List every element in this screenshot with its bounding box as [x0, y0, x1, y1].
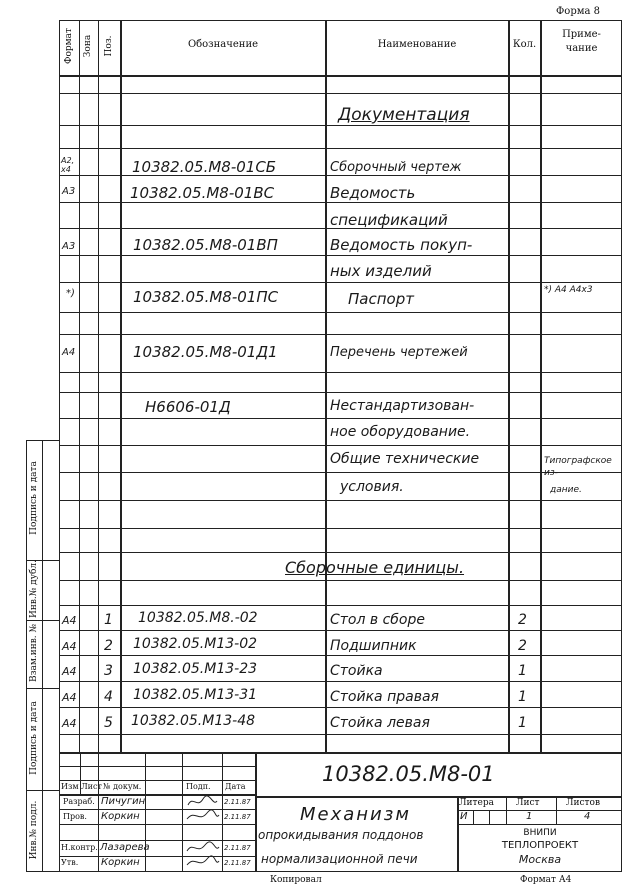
- row-format: А4: [62, 717, 77, 730]
- tb-date-utv: 2.11.87: [224, 859, 251, 867]
- side-inv-dubl: Инв.№ дубл.: [29, 560, 39, 618]
- row-name: Сборочный чертеж: [330, 160, 462, 175]
- row-separator: [59, 418, 622, 419]
- signature-marks: [183, 795, 223, 871]
- row-format: А4: [62, 665, 77, 678]
- row-note: Типографское из-: [544, 456, 612, 478]
- row-separator: [59, 472, 622, 473]
- row-qty: 2: [518, 638, 527, 654]
- tb-col-izm: Изм: [61, 782, 79, 791]
- row-separator: [59, 202, 622, 203]
- row-name: Ведомость: [330, 184, 416, 202]
- copied-label: Копировал: [270, 875, 322, 885]
- row-pos: 2: [104, 638, 113, 654]
- row-name: Подшипник: [330, 638, 417, 654]
- tb-title-line3: нормализационной печи: [261, 852, 418, 866]
- row-separator: [59, 734, 622, 735]
- tb-litera-value: И: [460, 811, 468, 822]
- row-name: спецификаций: [330, 211, 448, 229]
- tb-org-line3: Москва: [518, 853, 562, 866]
- row-designation: 10382.05.М8-01ВП: [133, 236, 278, 254]
- header-note-1: Приме-: [562, 29, 601, 40]
- tb-litera-label: Литера: [459, 798, 494, 808]
- row-note: *) А4 А4х3: [544, 285, 593, 295]
- row-separator: [59, 630, 622, 631]
- tb-name-nkontr: Лазарева: [100, 842, 150, 853]
- row-designation: Н6606-01Д: [145, 398, 231, 416]
- tb-name-utv: Коркин: [101, 857, 140, 868]
- tb-name-prov: Коркин: [101, 811, 140, 822]
- row-designation: 10382.05.М8-01ПС: [133, 288, 279, 306]
- row-format: А4: [62, 614, 77, 627]
- row-designation: 10382.05.М13-02: [133, 636, 258, 652]
- tb-role-utv: Утв.: [61, 858, 79, 867]
- row-separator: [59, 580, 622, 581]
- tb-role-razrab: Разраб.: [63, 797, 95, 806]
- row-separator: [59, 312, 622, 313]
- tb-col-date: Дата: [225, 782, 246, 791]
- side-sign-date-2: Подпись и дата: [29, 701, 39, 775]
- row-format: А3: [62, 241, 76, 252]
- row-separator: [59, 605, 622, 606]
- row-separator: [59, 392, 622, 393]
- row-pos: 5: [104, 715, 113, 731]
- tb-sheet-label: Лист: [516, 798, 540, 808]
- tb-doc-number: 10382.05.М8-01: [322, 762, 495, 786]
- row-name: Общие технические: [330, 451, 480, 467]
- tb-sheets-value: 4: [584, 811, 591, 822]
- row-designation: 10382.05.М8-01ВС: [130, 184, 275, 202]
- tb-date-razrab: 2.11.87: [224, 798, 251, 806]
- section-assembly-units: Сборочные единицы.: [285, 558, 465, 577]
- side-inv-podl: Инв.№ подл.: [29, 800, 39, 860]
- row-format: А4: [62, 691, 77, 704]
- tb-org-line1: ВНИПИ: [523, 828, 557, 838]
- row-name: ных изделий: [330, 262, 432, 280]
- row-name: ное оборудование.: [330, 424, 471, 440]
- row-name: Нестандартизован-: [330, 398, 475, 414]
- row-designation: 10382.05.М13-48: [131, 713, 256, 729]
- row-designation: 10382.05.М13-23: [133, 661, 258, 677]
- row-note: дание.: [550, 485, 582, 495]
- row-separator: [59, 372, 622, 373]
- header-pos: Поз.: [104, 35, 114, 57]
- row-separator: [59, 445, 622, 446]
- row-separator: [59, 255, 622, 256]
- side-sign-date-1: Подпись и дата: [29, 461, 39, 535]
- tb-name-razrab: Пичугин: [101, 796, 146, 807]
- row-separator: [59, 500, 622, 501]
- header-note-2: чание: [565, 43, 598, 54]
- row-format: А3: [62, 186, 76, 197]
- tb-org-line2: ТЕПЛОПРОЕКТ: [501, 840, 579, 851]
- row-separator: [59, 655, 622, 656]
- header-zone: Зона: [83, 34, 93, 58]
- row-name: Стойка правая: [330, 689, 439, 705]
- row-separator: [59, 282, 622, 283]
- tb-title-line1: Механизм: [300, 804, 411, 825]
- tb-date-prov: 2.11.87: [224, 813, 251, 821]
- row-separator: [59, 93, 622, 94]
- row-name: Паспорт: [348, 290, 414, 308]
- row-separator: [59, 552, 622, 553]
- tb-sheet-value: 1: [526, 811, 533, 822]
- tb-date-nkontr: 2.11.87: [224, 844, 251, 852]
- header-qty: Кол.: [512, 39, 537, 50]
- side-vzam-inv: Взам.инв. №: [29, 623, 39, 683]
- row-name: Стойка левая: [330, 715, 430, 731]
- row-name: Стойка: [330, 663, 383, 679]
- section-documentation: Документация: [338, 105, 470, 125]
- row-designation: 10382.05.М8-01Д1: [133, 343, 278, 361]
- header-format: Формат: [64, 28, 74, 64]
- row-separator: [59, 707, 622, 708]
- row-pos: 1: [104, 612, 113, 628]
- row-qty: 2: [518, 612, 527, 628]
- tb-title-line2: опрокидывания поддонов: [258, 828, 424, 842]
- row-qty: 1: [518, 663, 527, 679]
- row-qty: 1: [518, 715, 527, 731]
- tb-role-prov: Пров.: [63, 812, 87, 821]
- form-label: Форма 8: [556, 6, 601, 17]
- row-format: *): [66, 288, 75, 299]
- tb-role-nkontr: Н.контр.: [61, 843, 98, 852]
- row-name: условия.: [340, 479, 404, 495]
- row-name: Перечень чертежей: [330, 345, 468, 360]
- tb-col-list: Лист: [81, 782, 102, 791]
- row-pos: 4: [104, 689, 113, 705]
- format-footer: Формат А4: [520, 875, 572, 885]
- row-separator: [59, 681, 622, 682]
- row-format: А4: [62, 347, 76, 358]
- row-format: А2, х4: [61, 156, 75, 174]
- row-name: Стол в сборе: [330, 612, 425, 628]
- row-qty: 1: [518, 689, 527, 705]
- header-designation: Обозначение: [187, 39, 259, 50]
- row-separator: [59, 334, 622, 335]
- tb-col-sign: Подп.: [186, 782, 211, 791]
- row-format: А4: [62, 640, 77, 653]
- row-designation: 10382.05.М13-31: [133, 687, 258, 703]
- row-separator: [59, 528, 622, 529]
- row-pos: 3: [104, 663, 113, 679]
- row-separator: [59, 125, 622, 126]
- header-name: Наименование: [377, 39, 457, 50]
- tb-col-doc: № докум.: [103, 782, 142, 791]
- row-name: Ведомость покуп-: [330, 236, 473, 254]
- row-separator: [59, 148, 622, 149]
- row-designation: 10382.05.М8-01СБ: [132, 158, 277, 176]
- row-designation: 10382.05.М8.-02: [138, 610, 258, 626]
- tb-sheets-label: Листов: [566, 798, 601, 808]
